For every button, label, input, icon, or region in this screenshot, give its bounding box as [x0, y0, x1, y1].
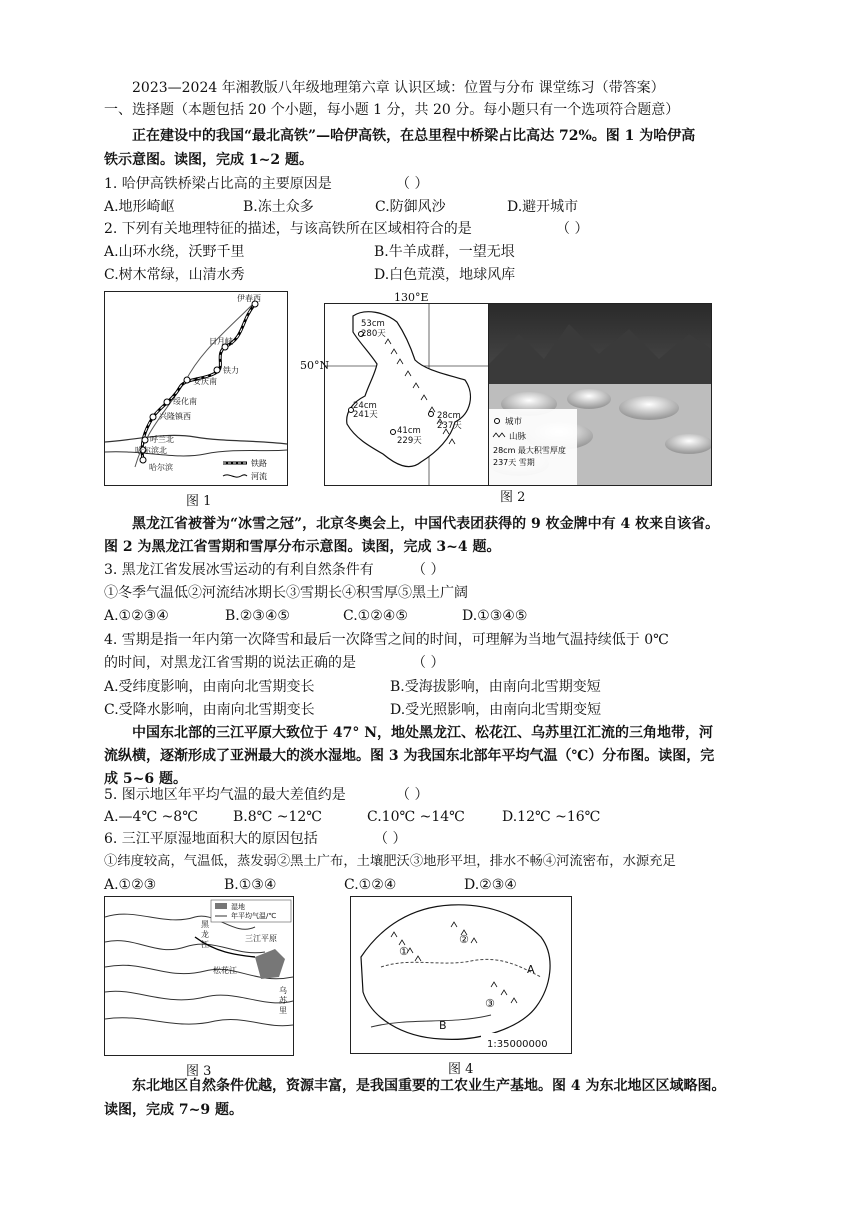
q4-option-a: A.受纬度影响，由南向北雪期变长: [104, 679, 315, 695]
station-label: 伊春西: [237, 294, 261, 303]
snow-days-label: 280天: [361, 329, 386, 339]
q6-option-a: A.①②③: [104, 877, 157, 893]
figure-4-region-map: [350, 896, 572, 1054]
snow-photo-drawing: [489, 304, 711, 485]
map-label: 龙: [201, 930, 209, 939]
q3-option-d: D.①③④⑤: [462, 608, 528, 624]
q3-option-c: C.①②④⑤: [343, 608, 408, 624]
station-label: 日月峡: [209, 337, 233, 346]
snow-days-label: 237天: [437, 421, 462, 431]
legend-river-label: 河流: [251, 472, 267, 481]
q4-option-c: C.受降水影响，由南向北雪期变长: [104, 702, 315, 718]
q2-option-c: C.树木常绿，山清水秀: [104, 267, 245, 283]
q1-option-c: C.防御风沙: [375, 199, 446, 215]
q1-stem: 1. 哈伊高铁桥梁占比高的主要原因是: [104, 176, 332, 192]
map-label: 苏: [279, 996, 287, 1005]
legend-wetland-swatch: [215, 903, 227, 909]
passage-3-line-3: 成 5~6 题。: [104, 771, 187, 787]
station-dot: [164, 399, 170, 405]
q3-items: ①冬季气温低②河流结冰期长③雪期长④积雪厚⑤黑土广阔: [104, 585, 468, 601]
q1-answer-blank: （ ）: [396, 176, 429, 192]
figure-1-caption: 图 1: [186, 494, 212, 509]
legend-city-symbol: [495, 419, 500, 424]
passage-2-line-2: 图 2 为黑龙江省雪期和雪厚分布示意图。读图，完成 3~4 题。: [104, 539, 501, 555]
map-label: 黑: [201, 920, 209, 929]
q2-stem: 2. 下列有关地理特征的描述，与该高铁所在区域相符合的是: [104, 221, 472, 237]
figure-2-map-drawing: [325, 304, 489, 485]
snow-days-label: 241天: [353, 410, 378, 420]
q6-option-b: B.①③④: [224, 877, 277, 893]
q6-option-d: D.②③④: [464, 877, 517, 893]
snow-mound: [619, 396, 679, 420]
region-marker-1: ①: [399, 945, 409, 958]
region-marker-3: ③: [485, 997, 495, 1010]
river-line: [105, 435, 287, 444]
q5-option-d: D.12℃ ~16℃: [502, 809, 601, 825]
snow-mound: [665, 434, 711, 454]
isotherm-line: [105, 941, 265, 953]
snow-depth-label: 24cm: [353, 401, 377, 411]
q4-answer-blank: （ ）: [412, 655, 445, 671]
station-label: 铁力: [223, 366, 239, 375]
q4-option-d: D.受光照影响，由南向北雪期变短: [390, 702, 602, 718]
legend-days-label: 237天 雪期: [493, 458, 535, 467]
figure-2-snow-map: [324, 303, 490, 486]
passage-2-line-1: 黑龙江省被誉为“冰雪之冠”，北京冬奥会上，中国代表团获得的 9 枚金牌中有 4 枚来自该省。: [132, 516, 720, 532]
q6-answer-blank: （ ）: [374, 831, 407, 847]
q6-items: ①纬度较高，气温低，蒸发弱②黑土广布，土壤肥沃③地形平坦，排水不畅④河流密布，水源充足: [104, 854, 676, 869]
map-scale: 1:35000000: [487, 1039, 548, 1050]
q6-option-c: C.①②④: [344, 877, 397, 893]
q1-option-a: A.地形崎岖: [104, 199, 175, 215]
station-label: 哈尔滨: [149, 463, 173, 472]
map-label: 江: [201, 940, 209, 949]
q4-stem-line-1: 4. 雪期是指一年内第一次降雪和最后一次降雪之间的时间，可理解为当地气温持续低于 0℃: [104, 632, 669, 648]
station-label: 呼兰北: [150, 435, 174, 444]
section-heading: 一、选择题（本题包括 20 个小题，每小题 1 分，共 20 分。每小题只有一个选项符合题意）: [104, 102, 680, 118]
q5-option-c: C.10℃ ~14℃: [367, 809, 465, 825]
latitude-label: 50°N: [300, 359, 330, 372]
map-label: 里: [279, 1006, 287, 1015]
passage-4-line-2: 读图，完成 7~9 题。: [104, 1102, 243, 1118]
isotherm-line: [105, 991, 293, 1003]
legend-city-label: 城市: [505, 417, 523, 427]
station-dot: [140, 457, 146, 463]
q5-option-b: B.8℃ ~12℃: [233, 809, 322, 825]
city-dot: [429, 412, 434, 417]
passage-3-line-1: 中国东北部的三江平原大致位于 47° N，地处黑龙江、松花江、乌苏里江汇流的三角地带，河: [132, 725, 714, 741]
passage-4-line-1: 东北地区自然条件优越，资源丰富，是我国重要的工农业生产基地。图 4 为东北地区区域略图。: [132, 1078, 726, 1094]
snow-mound: [567, 389, 611, 409]
river-line: [371, 1015, 491, 1027]
legend-isotherm-label: 年平均气温/℃: [231, 912, 277, 920]
snow-depth-label: 41cm: [397, 426, 421, 436]
snow-days-label: 229天: [397, 436, 422, 446]
q5-option-a: A.—4℃ ~8℃: [104, 809, 198, 825]
region-marker-a: A: [527, 963, 535, 976]
region-marker-b: B: [439, 1019, 447, 1032]
q2-answer-blank: （ ）: [556, 221, 589, 237]
q3-option-a: A.①②③④: [104, 608, 169, 624]
station-dot: [142, 437, 148, 443]
region-marker-2: ②: [459, 933, 469, 946]
q3-answer-blank: （ ）: [412, 562, 445, 578]
q3-stem: 3. 黑龙江省发展冰雪运动的有利自然条件有: [104, 562, 374, 578]
legend-river-swatch: [223, 475, 247, 477]
figure-1-legend: [223, 458, 267, 481]
q4-stem-line-2: 的时间，对黑龙江省雪期的说法正确的是: [104, 655, 356, 671]
q3-option-b: B.②③④⑤: [225, 608, 290, 624]
mountain-ranges: [391, 922, 517, 1003]
legend-railway-label: 铁路: [251, 459, 267, 468]
station-dot: [214, 367, 220, 373]
figure-3-caption: 图 3: [186, 1064, 212, 1079]
station-dot: [150, 414, 156, 420]
map-label: 松花江: [213, 966, 237, 975]
map-label: 三江平原: [245, 934, 277, 943]
station-label: 兴隆镇西: [159, 412, 191, 421]
snow-depth-label: 28cm: [437, 411, 461, 421]
map-label: 乌: [279, 986, 287, 995]
figure-1-railway-map: [104, 291, 288, 486]
passage-1-line-2: 铁示意图。读图，完成 1~2 题。: [104, 152, 313, 168]
station-label: 安庆南: [193, 377, 217, 386]
station-label: 绥化南: [173, 397, 197, 406]
city-dot: [391, 430, 396, 435]
snow-landscape-photo: [488, 303, 712, 486]
q4-option-b: B.受海拔影响，由南向北雪期变短: [390, 679, 601, 695]
passage-1-line-1: 正在建设中的我国“最北高铁”—哈伊高铁，在总里程中桥梁占比高达 72%。图 1 为哈伊高: [132, 128, 696, 144]
figure-1-map-drawing: [105, 292, 287, 485]
figure-4-caption: 图 4: [448, 1062, 474, 1077]
station-label: 哈尔滨北: [135, 446, 167, 455]
mountain-symbols: [491, 982, 517, 1003]
passage-3-line-2: 流纵横，逐渐形成了亚洲最大的淡水湿地。图 3 为我国东北部年平均气温（℃）分布图。读图，完: [104, 748, 715, 764]
legend-wetland-label: 湿地: [231, 903, 245, 911]
station-dot: [184, 377, 190, 383]
isotherm-line: [105, 1018, 293, 1026]
river-line: [105, 450, 287, 456]
figure-3-map-drawing: [105, 897, 293, 1055]
q5-answer-blank: （ ）: [396, 787, 429, 803]
wetland-area: [255, 949, 285, 979]
q1-option-b: B.冻土众多: [243, 199, 314, 215]
figure-4-map-drawing: [351, 897, 571, 1053]
q5-stem: 5. 图示地区年平均气温的最大差值约是: [104, 787, 346, 803]
page-title: 2023—2024 年湘教版八年级地理第六章 认识区域：位置与分布 课堂练习（带答案）: [132, 80, 665, 96]
figure-3-temperature-map: [104, 896, 294, 1056]
q6-stem: 6. 三江平原湿地面积大的原因包括: [104, 831, 318, 847]
figure-2-caption: 图 2: [500, 490, 526, 505]
q2-option-a: A.山环水绕，沃野千里: [104, 244, 245, 260]
longitude-label: 130°E: [394, 291, 429, 304]
legend-mountain-label: 山脉: [509, 432, 527, 442]
q2-option-b: B.牛羊成群，一望无垠: [374, 244, 515, 260]
snow-depth-label: 53cm: [361, 319, 385, 329]
legend-depth-label: 28cm 最大积雪厚度: [493, 446, 566, 455]
q1-option-d: D.避开城市: [507, 199, 579, 215]
q2-option-d: D.白色荒漠，地球风库: [374, 267, 516, 283]
boundary-line: [381, 959, 541, 977]
